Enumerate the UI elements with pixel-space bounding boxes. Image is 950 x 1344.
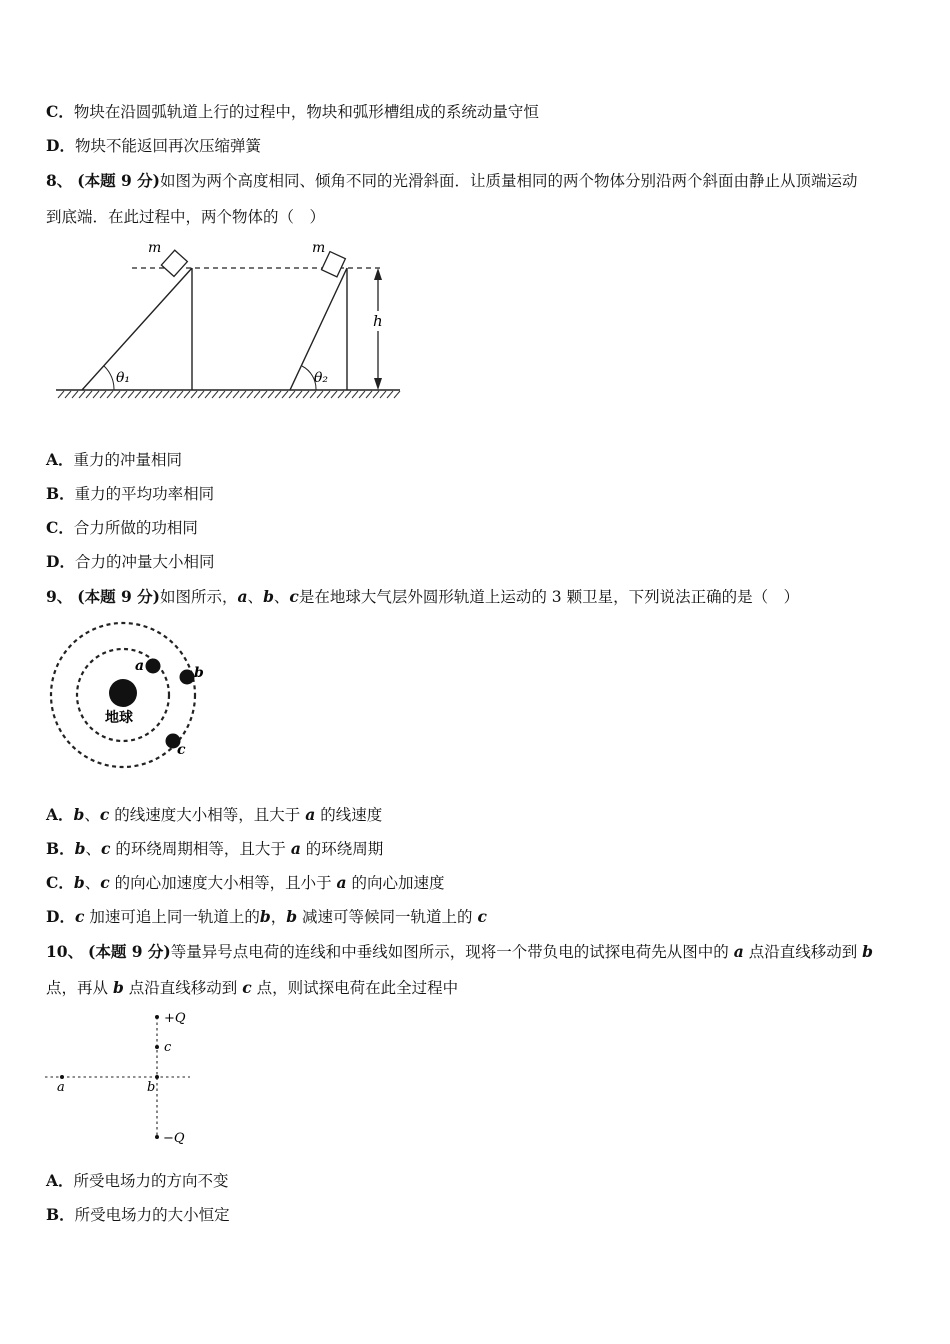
q9-orbits-figure: [45, 618, 215, 778]
height-label: h: [373, 312, 383, 330]
satellite-b-label: b: [194, 665, 204, 681]
charge-negative-label: −Q: [163, 1131, 185, 1146]
angle-2-label: θ₂: [314, 370, 329, 386]
charge-positive-label: +Q: [164, 1011, 186, 1026]
q10-stem-line2: 点，再从 b 点沿直线移动到 c 点，则试探电荷在此全过程中: [46, 978, 459, 997]
satellite-b: [180, 670, 195, 685]
q9-stem: 9、 (本题 9 分)如图所示，a、b、c是在地球大气层外圆形轨道上运动的 3 颗卫星，下列说法正确的是（ ）: [46, 587, 800, 606]
ground-hatch: [58, 391, 400, 398]
block-1: [161, 250, 187, 276]
point-a: [60, 1075, 64, 1079]
incline-1: [82, 268, 192, 390]
point-c: [155, 1045, 159, 1049]
q8-option-c: C．合力所做的功相同: [46, 518, 198, 537]
q8-inclines-figure: [50, 235, 410, 410]
satellite-a: [146, 659, 161, 674]
q7-option-c: C．物块在沿圆弧轨道上行的过程中，物块和弧形槽组成的系统动量守恒: [46, 102, 539, 121]
charge-positive: [155, 1015, 159, 1019]
mass-1-label: m: [148, 240, 162, 256]
q8-stem-line2: 到底端．在此过程中，两个物体的（ ）: [46, 208, 326, 226]
q8-option-b: B．重力的平均功率相同: [46, 484, 215, 503]
q9-option-c: C．b、c 的向心加速度大小相等，且小于 a 的向心加速度: [46, 873, 445, 892]
charge-negative: [155, 1135, 159, 1139]
point-a-label: a: [57, 1080, 65, 1095]
q10-option-a: A．所受电场力的方向不变: [46, 1171, 229, 1190]
earth: [109, 679, 137, 707]
q10-charges-figure: [40, 1005, 200, 1150]
q10-option-b: B．所受电场力的大小恒定: [46, 1205, 230, 1224]
q9-option-b: B．b、c 的环绕周期相等，且大于 a 的环绕周期: [46, 839, 384, 858]
q7-option-d: D．物块不能返回再次压缩弹簧: [46, 136, 261, 155]
q8-option-d: D．合力的冲量大小相同: [46, 552, 215, 571]
q10-stem-line1: 10、 (本题 9 分)等量异号点电荷的连线和中垂线如图所示，现将一个带负电的试探电荷先从图中的 a 点沿直线移动到 b: [46, 942, 873, 961]
satellite-a-label: a: [135, 658, 145, 674]
q9-option-a: A．b、c 的线速度大小相等，且大于 a 的线速度: [46, 805, 383, 824]
point-b-label: b: [147, 1080, 156, 1095]
q9-option-d: D．c 加速可追上同一轨道上的b，b 减速可等候同一轨道上的 c: [46, 907, 487, 926]
point-c-label: c: [164, 1040, 172, 1055]
q8-option-a: A．重力的冲量相同: [46, 450, 183, 469]
angle-1-arc: [104, 366, 114, 390]
q8-stem-line1: 8、 (本题 9 分)如图为两个高度相同、倾角不同的光滑斜面．让质量相同的两个物体分别沿两个斜面由静止从顶端运动: [46, 171, 858, 190]
angle-1-label: θ₁: [116, 370, 131, 386]
satellite-c-label: c: [177, 742, 186, 758]
earth-label: 地球: [105, 710, 133, 726]
mass-2-label: m: [312, 240, 326, 256]
point-b: [155, 1075, 159, 1079]
